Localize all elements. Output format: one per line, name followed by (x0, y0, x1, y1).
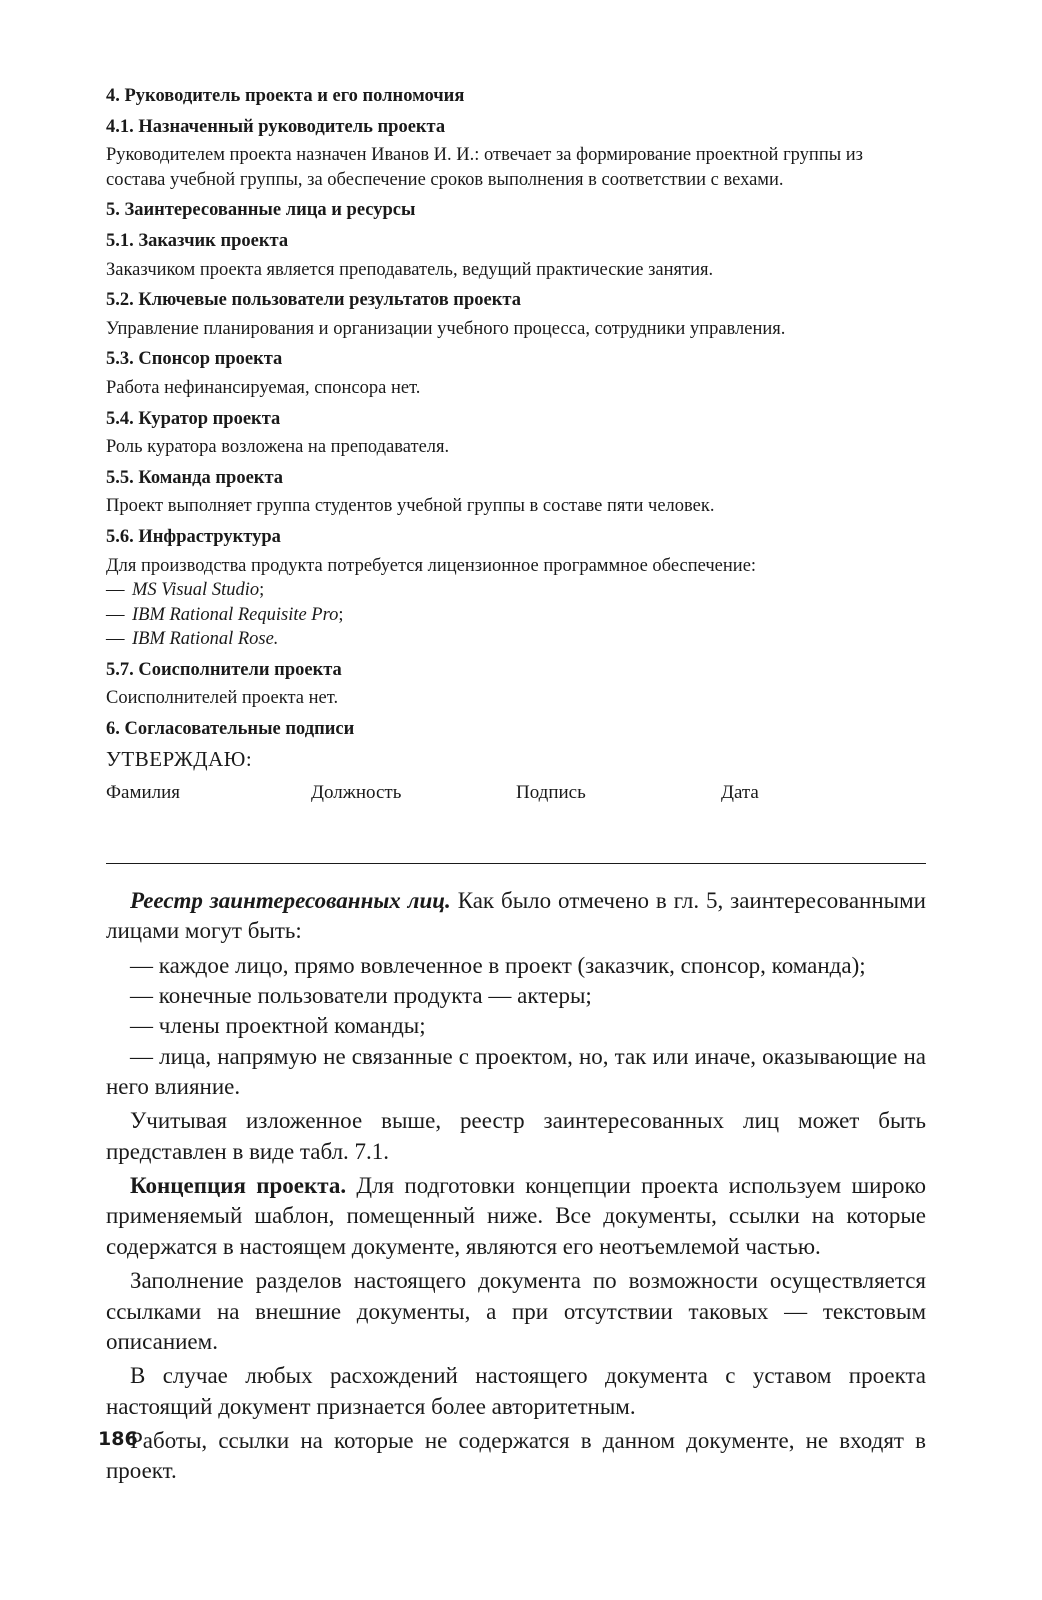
software-name: IBM Rational Requisite Pro (132, 604, 339, 625)
software-name: MS Visual Studio (132, 580, 260, 601)
software-list-item (106, 627, 926, 652)
paragraph-lead: Концепция проекта. (130, 1173, 347, 1199)
software-list-item (106, 603, 926, 628)
page-number: 186 (98, 1428, 138, 1450)
section-5-6-text: Для производства продукта потребуется лицензионное программное обеспечение: (106, 555, 757, 576)
section-5-5-text: Проект выполняет группа студентов учебной группы в составе пяти человек. (106, 496, 715, 517)
signature-column-date: Дата (721, 781, 759, 803)
paragraph-text: Как было отмечено в гл. 5, заинтересованными лицами могут быть: (106, 887, 926, 944)
section-5-2-text: Управление планирования и организации учебного процесса, сотрудники управления. (106, 318, 786, 339)
section-5-3-heading: 5.3. Спонсор проекта (106, 349, 283, 370)
section-5-1-text: Заказчиком проекта является преподаватель, ведущий практические занятия. (106, 259, 714, 280)
section-4-heading: 4. Руководитель проекта и его полномочия (106, 86, 465, 106)
stakeholder-list-item: — лица, напрямую не связанные с проектом, но, так или иначе, оказывающие на него влияние. (106, 1043, 926, 1099)
paragraph-discrepancies: В случае любых расхождений настоящего документа с уставом проекта настоящий документ признается более авторитетным. (106, 1363, 926, 1419)
list-dash: — (106, 629, 125, 650)
section-5-1-heading: 5.1. Заказчик проекта (106, 230, 289, 251)
signature-columns (106, 780, 926, 805)
signature-column-position: Должность (311, 781, 402, 803)
signature-column-surname: Фамилия (106, 781, 181, 803)
software-list-item (106, 578, 926, 603)
list-dash: — (106, 604, 125, 625)
project-charter-template (106, 84, 926, 805)
paragraph-project-concept (106, 1171, 926, 1262)
section-5-7-heading: 5.7. Соисполнители проекта (106, 659, 342, 680)
section-5-6-heading: 5.6. Инфраструктура (106, 526, 281, 547)
section-5-2-heading: 5.2. Ключевые пользователи результатов проекта (106, 290, 521, 311)
section-6-heading: 6. Согласовательные подписи (106, 719, 355, 740)
paragraph-scope: Работы, ссылки на которые не содержатся в данном документе, не входят в проект. (106, 1427, 926, 1484)
section-5-heading: 5. Заинтересованные лица и ресурсы (106, 200, 416, 221)
software-name: IBM Rational Rose. (132, 629, 279, 650)
approve-label: УТВЕРЖДАЮ: (106, 746, 253, 771)
section-5-4-text: Роль куратора возложена на преподавателя. (106, 437, 450, 458)
section-5-7-text: Соисполнителей проекта нет. (106, 688, 339, 709)
main-text (106, 886, 926, 1487)
list-dash: — (106, 580, 125, 601)
paragraph-lead: Реестр заинтересованных лиц. (130, 887, 451, 913)
divider-line (106, 863, 926, 864)
section-4-1-text: Руководителем проекта назначен Иванов И. И.: отвечает за формирование проектной группы из состава учебной группы, за обеспечение сроков выполнения в соответствии с вехами. (106, 145, 863, 190)
section-5-4-heading: 5.4. Куратор проекта (106, 408, 281, 429)
section-5-5-heading: 5.5. Команда проекта (106, 467, 284, 488)
section-5-3-text: Работа нефинансируемая, спонсора нет. (106, 377, 421, 398)
stakeholder-list-item: — конечные пользователи продукта — актеры; (130, 982, 592, 1008)
paragraph-stakeholder-registry (106, 886, 926, 947)
signature-column-signature: Подпись (516, 781, 586, 803)
paragraph-text: Для подготовки концепции проекта используем широко применяемый шаблон, помещенный ниже. Все документы, ссылки на которые содержатся в настоящем документе, являются его неотъемлемой частью. (106, 1173, 926, 1259)
list-punct: ; (259, 580, 265, 601)
stakeholder-list-item: — каждое лицо, прямо вовлеченное в проект (заказчик, спонсор, команда); (130, 952, 866, 978)
list-punct: ; (338, 604, 344, 625)
paragraph-sections-filling: Заполнение разделов настоящего документа по возможности осуществляется ссылками на внешние документы, а при отсутствии таковых — текстовым описанием. (106, 1268, 926, 1354)
paragraph-table-reference: Учитывая изложенное выше, реестр заинтересованных лиц может быть представлен в виде табл. 7.1. (106, 1108, 926, 1164)
section-4-1-heading: 4.1. Назначенный руководитель проекта (106, 116, 446, 137)
page-content (106, 84, 926, 1491)
stakeholder-list-item: — члены проектной команды; (130, 1013, 426, 1039)
